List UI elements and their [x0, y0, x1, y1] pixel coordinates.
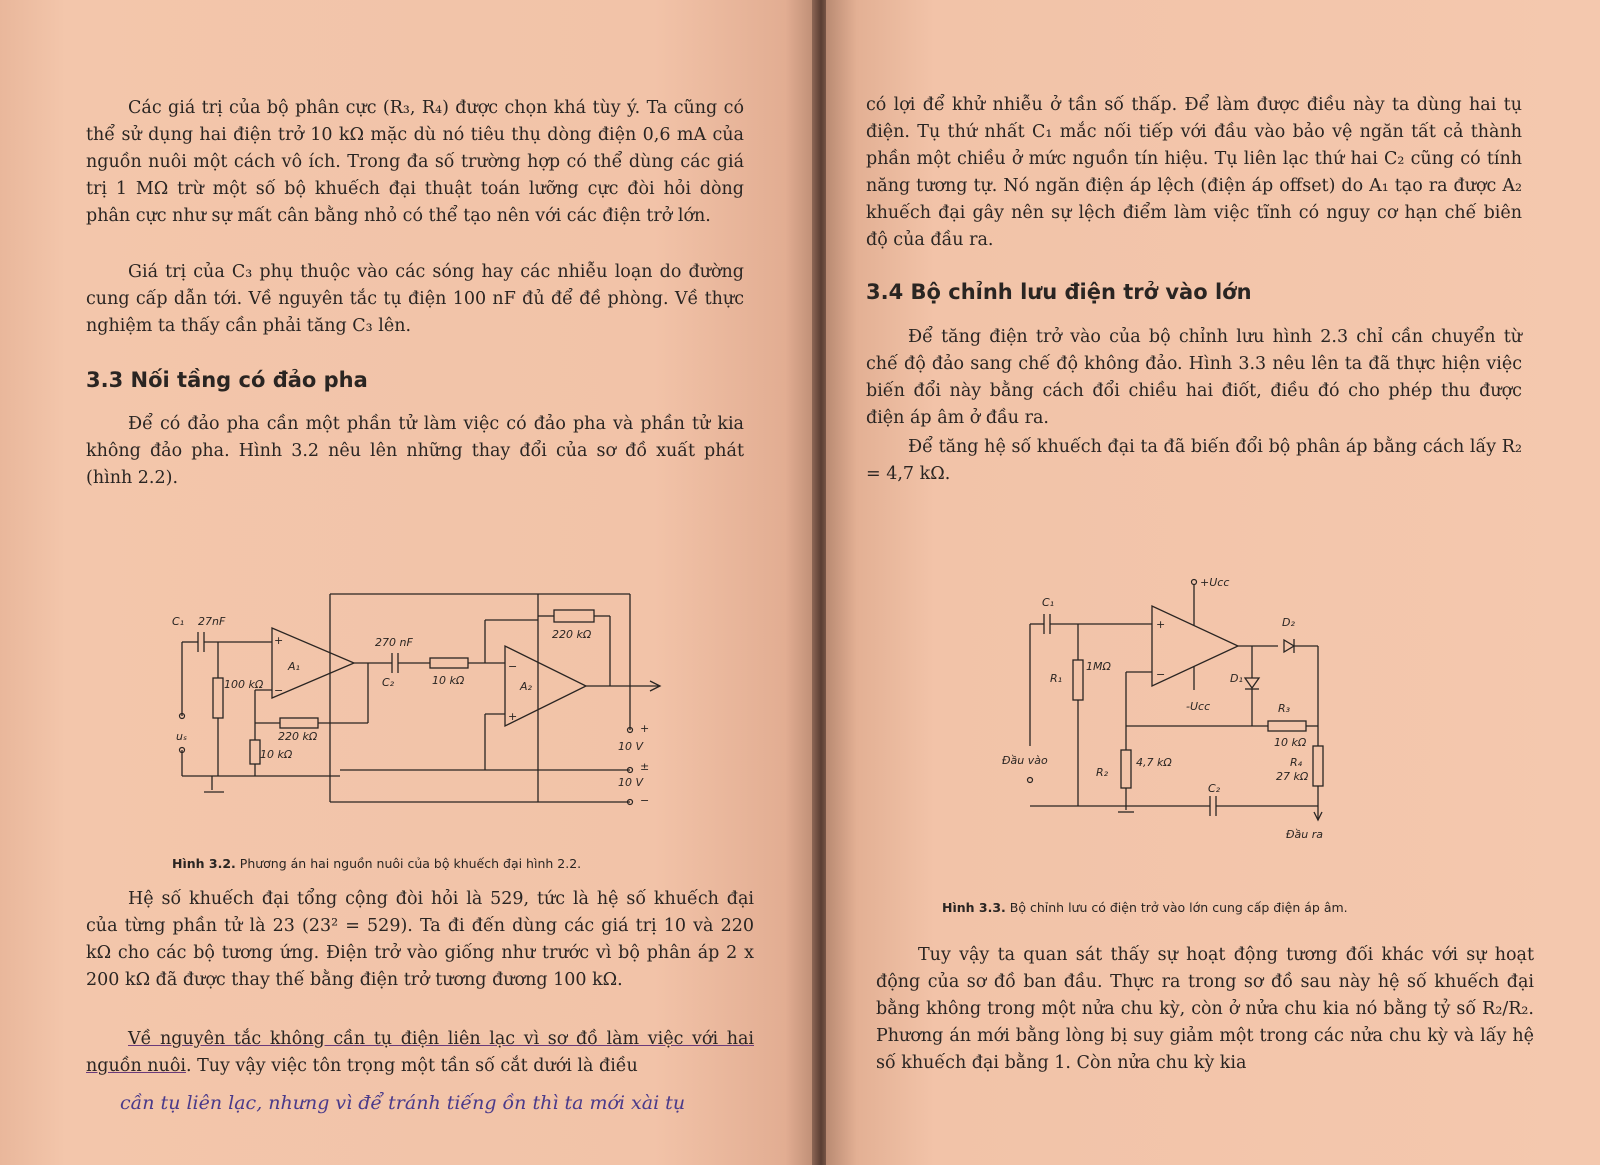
right-paragraph-3: Để tăng hệ số khuếch đại ta đã biến đổi bộ phân áp bằng cách lấy R₂ = 4,7 kΩ. [866, 437, 1522, 484]
figure-3-2-caption-text: Phương án hai nguồn nuôi của bộ khuếch đại hình 2.2. [239, 856, 582, 871]
fig32-plus: + [640, 722, 650, 735]
fig33-minus: − [1156, 668, 1166, 681]
fig32-a2-minus: − [508, 660, 518, 673]
fig33-r1-value: 1MΩ [1086, 660, 1111, 673]
figure-3-3-caption-text: Bộ chỉnh lưu có điện trở vào lớn cung cấp điện áp âm. [1009, 900, 1348, 915]
fig32-a2: A₂ [520, 680, 532, 693]
fig32-a1-plus: + [274, 634, 284, 647]
fig33-c1: C₁ [1042, 596, 1055, 609]
fig32-r-in: 100 kΩ [224, 678, 264, 691]
fig32-c2-value: 270 nF [375, 636, 413, 649]
handwritten-note: cần tụ liên lạc, nhưng vì để tránh tiếng ồn thì ta mới xài tụ [120, 1092, 686, 1114]
figure-3-3-caption [942, 900, 1348, 915]
fig33-r2: R₂ [1096, 766, 1109, 779]
underlined-note: Về nguyên tắc không cần tụ điện liên lạc vì sơ đồ làm việc với hai nguồn nuôi [86, 1029, 754, 1076]
left-paragraph-5-rest: . Tuy vậy việc tôn trọng một tần số cắt dưới là điều [185, 1056, 638, 1076]
figure-3-3-schematic [1002, 570, 1342, 850]
fig33-d2: D₂ [1282, 616, 1295, 629]
fig32-c1-value: 27nF [198, 615, 226, 628]
fig32-v1: 10 V [618, 740, 644, 753]
left-paragraph-1: Các giá trị của bộ phân cực (R₃, R₄) được chọn khá tùy ý. Ta cũng có thể sử dụng hai điện trở 10 kΩ mặc dù nó tiêu thụ dòng điện 0,6 mA của nguồn nuôi một cách vô ích. Trong đa số trường hợp có thể dùng các giá trị 1 MΩ trừ một số bộ khuếch đại thuật toán lưỡng cực đòi hỏi dòng phân cực như sự mất cân bằng nhỏ có thể tạo nên với các điện trở lớn. [86, 98, 744, 226]
left-paragraph-4: Hệ số khuếch đại tổng cộng đòi hỏi là 529, tức là hệ số khuếch đại của từng phần tử là 23 (23² = 529). Ta đi đến dùng các giá trị 10 và 220 kΩ cho các bộ tương ứng. Điện trở vào giống như trước vì bộ phân áp 2 x 200 kΩ đã được thay thế bằng điện trở tương đương 100 kΩ. [86, 889, 754, 990]
fig33-r1: R₁ [1050, 672, 1063, 685]
figure-3-3-caption-label: Hình 3.3. [942, 900, 1006, 915]
fig33-d1: D₁ [1230, 672, 1243, 685]
left-paragraph-3: Để có đảo pha cần một phần tử làm việc có đảo pha và phần tử kia không đảo pha. Hình 3.2 nêu lên những thay đổi của sơ đồ xuất phát (hình 2.2). [86, 414, 744, 488]
fig33-input-label: Đầu vào [1002, 754, 1048, 767]
fig33-vcc-neg: -Uᴄᴄ [1186, 700, 1211, 713]
fig32-a1-minus: − [274, 684, 284, 697]
right-paragraph-1: có lợi để khử nhiễu ở tần số thấp. Để làm được điều này ta dùng hai tụ điện. Tụ thứ nhất C₁ mắc nối tiếp với đầu vào bảo vệ ngăn tất cả thành phần một chiều ở mức nguồn tín hiệu. Tụ liên lạc thứ hai C₂ cũng có tính năng tương tự. Nó ngăn điện áp lệch (điện áp offset) do A₁ tạo ra được A₂ khuếch đại gây nên sự lệch điểm làm việc tĩnh có nguy cơ hạn chế biên độ của đầu ra. [866, 95, 1522, 250]
fig33-plus: + [1156, 618, 1166, 631]
fig32-minus: − [640, 794, 650, 807]
fig32-us: uₛ [176, 730, 188, 743]
figure-3-2-caption-label: Hình 3.2. [172, 856, 236, 871]
right-page [826, 0, 1600, 1165]
fig33-r2-value: 4,7 kΩ [1136, 756, 1172, 769]
fig33-r3: R₃ [1278, 702, 1291, 715]
section-heading-3-4: 3.4 Bộ chỉnh lưu điện trở vào lớn [866, 280, 1252, 304]
fig33-r4: R₄ [1290, 756, 1303, 769]
fig33-r3-value: 10 kΩ [1274, 736, 1307, 749]
fig33-output-label: Đầu ra [1286, 828, 1323, 841]
figure-3-2-caption [172, 856, 581, 871]
section-heading-3-3: 3.3 Nối tầng có đảo pha [86, 368, 368, 392]
fig32-a1: A₁ [288, 660, 300, 673]
left-paragraph-2: Giá trị của C₃ phụ thuộc vào các sóng hay các nhiễu loạn do đường cung cấp dẫn tới. Về nguyên tắc tụ điện 100 nF đủ để đề phòng. Về thực nghiệm ta thấy cần phải tăng C₃ lên. [86, 262, 744, 336]
right-paragraph-2: Để tăng điện trở vào của bộ chỉnh lưu hình 2.3 chỉ cần chuyển từ chế độ đảo sang chế độ không đảo. Hình 3.3 nêu lên ta đã thực hiện việc biến đổi này bằng cách đổi chiều hai điốt, điều đó cho phép thu được điện áp âm ở đầu ra. [866, 327, 1522, 428]
fig32-a2-plus: + [508, 710, 518, 723]
fig32-pm: ± [640, 760, 650, 773]
fig32-v2: 10 V [618, 776, 644, 789]
fig32-r-g1: 10 kΩ [260, 748, 293, 761]
fig33-r4-value: 27 kΩ [1276, 770, 1309, 783]
right-paragraph-4: Tuy vậy ta quan sát thấy sự hoạt động tương đối khác với sự hoạt động của sơ đồ ban đầu. Thực ra trong sơ đồ sau này hệ số khuếch đại bằng không trong một nửa chu kỳ, còn ở nửa chu kia nó bằng tỷ số R₂/R₂. Phương án mới bằng lòng bị suy giảm một trong các nửa chu kỳ và lấy hệ số khuếch đại bằng 1. Còn nửa chu kỳ kia [876, 945, 1534, 1073]
fig32-r-fb2: 220 kΩ [552, 628, 592, 641]
left-paragraph-5 [86, 1026, 754, 1080]
fig32-r-series: 10 kΩ [432, 674, 465, 687]
fig32-c2-label: C₂ [382, 676, 395, 689]
fig33-vcc-pos: +Uᴄᴄ [1200, 576, 1230, 589]
figure-3-2-schematic [160, 580, 680, 810]
fig33-c2: C₂ [1208, 782, 1221, 795]
fig32-c1-label: C₁ [172, 615, 185, 628]
fig32-r-fb1: 220 kΩ [278, 730, 318, 743]
